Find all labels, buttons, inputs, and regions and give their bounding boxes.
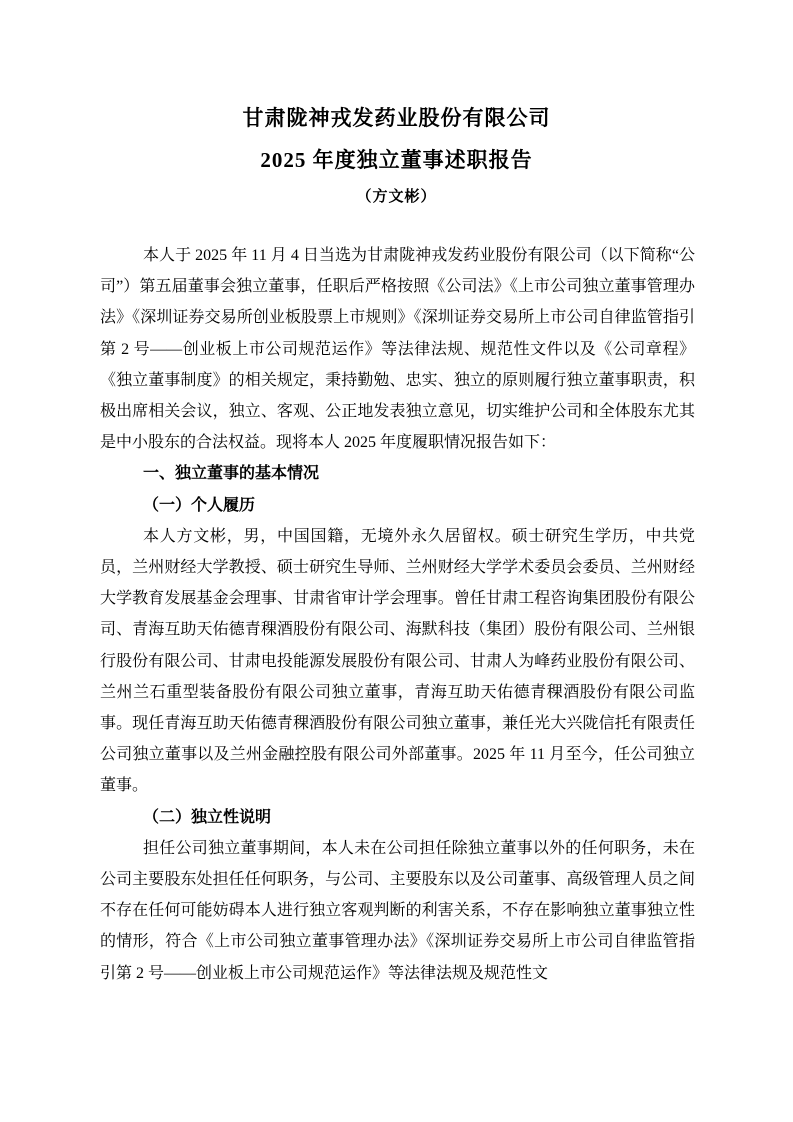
paragraph-independence: 担任公司独立董事期间，本人未在公司担任除独立董事以外的任何职务，未在公司主要股东处担任任何职务，与公司、主要股东以及公司董事、高级管理人员之间不存在任何可能妨碍本人进行独立客观判断的利害关系，不存在影响独立董事独立性的情形，符合《上市公司独立董事管理办法》《深圳证券交易所上市公司自律监管指引第 2 号——创业板上市公司规范运作》等法律法规及规范性文 xyxy=(100,839,695,982)
subsection-heading-independence: （二）独立性说明 xyxy=(143,808,272,826)
subsection-heading-personal-resume: （一）个人履历 xyxy=(143,496,256,514)
company-title: 甘肃陇神戎发药业股份有限公司 xyxy=(242,106,551,130)
document-body xyxy=(100,240,695,989)
paragraph-personal-resume: 本人方文彬，男，中国国籍，无境外永久居留权。硕士研究生学历，中共党员，兰州财经大学教授、硕士研究生导师、兰州财经大学学术委员会委员、兰州财经大学教育发展基金会理事、甘肃省审计学会理事。曾任甘肃工程咨询集团股份有限公司、青海互助天佑德青稞酒股份有限公司、海默科技（集团）股份有限公司、兰州银行股份有限公司、甘肃电投能源发展股份有限公司、甘肃人为峰药业股份有限公司、兰州兰石重型装备股份有限公司独立董事，青海互助天佑德青稞酒股份有限公司监事。现任青海互助天佑德青稞酒股份有限公司独立董事，兼任光大兴陇信托有限责任公司独立董事以及兰州金融控股有限公司外部董事。2025 年 11 月至今，任公司独立董事。 xyxy=(100,527,695,795)
title-block xyxy=(0,97,793,213)
report-title: 2025 年度独立董事述职报告 xyxy=(260,148,533,172)
author-name: （方文彬） xyxy=(356,189,437,205)
intro-paragraph: 本人于 2025 年 11 月 4 日当选为甘肃陇神戎发药业股份有限公司（以下简称“公司”）第五届董事会独立董事，任职后严格按照《公司法》《上市公司独立董事管理办法》《深圳证券交易所创业板股票上市规则》《深圳证券交易所上市公司自律监管指引第 2 号——创业板上市公司规范运作》等法律法规、规范性文件以及《公司章程》《独立董事制度》的相关规定，秉持勤勉、忠实、独立的原则履行独立董事职责，积极出席相关会议，独立、客观、公正地发表独立意见，切实维护公司和全体股东尤其是中小股东的合法权益。现将本人 2025 年度履职情况报告如下： xyxy=(100,247,695,452)
section-heading-basic-info: 一、独立董事的基本情况 xyxy=(143,465,320,483)
